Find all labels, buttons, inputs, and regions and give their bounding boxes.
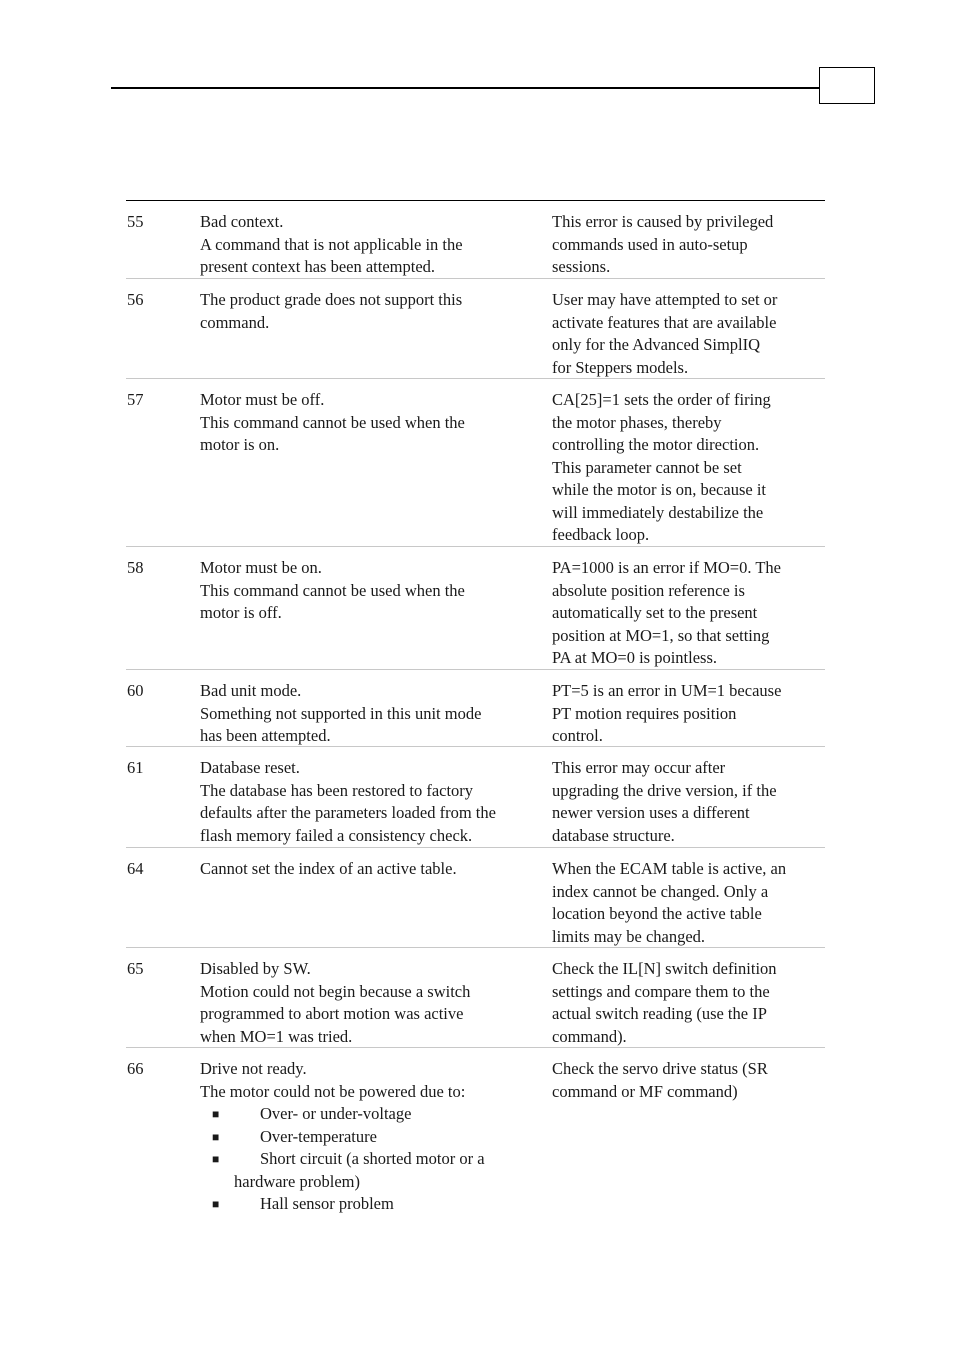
error-code: 65 [127, 959, 144, 978]
error-description [200, 747, 552, 847]
error-description [200, 379, 552, 546]
error-description [200, 848, 552, 947]
description-line: Bad context. [200, 212, 284, 231]
error-description [200, 1048, 552, 1218]
error-code: 58 [127, 558, 144, 577]
list-item [200, 1148, 552, 1193]
table-row [126, 1048, 825, 1218]
table-row [126, 747, 825, 848]
error-code: 64 [127, 859, 144, 878]
table-row [126, 279, 825, 379]
notes-line: automatically set to the present [552, 603, 758, 622]
notes-line: position at MO=1, so that setting [552, 625, 770, 645]
list-item [200, 1103, 552, 1126]
description-line: when MO=1 was tried. [200, 1026, 353, 1046]
list-item [200, 1126, 552, 1149]
description-line: Motor must be off. [200, 390, 325, 409]
notes-line: Check the IL[N] switch definition [552, 959, 777, 978]
error-description [200, 547, 552, 669]
error-notes [552, 201, 825, 278]
description-line: Something not supported in this unit mode [200, 703, 482, 723]
error-code: 56 [127, 290, 144, 309]
notes-line: only for the Advanced SimplIQ [552, 335, 761, 354]
table-row [126, 948, 825, 1048]
description-line: This command cannot be used when the [200, 412, 465, 432]
table-row [126, 848, 825, 948]
description-line: Bad unit mode. [200, 681, 302, 700]
notes-line: upgrading the drive version, if the [552, 780, 777, 800]
table-row [126, 670, 825, 747]
notes-line: command or MF command) [552, 1081, 738, 1101]
notes-line: sessions. [552, 257, 611, 276]
notes-line: When the ECAM table is active, an [552, 859, 787, 878]
error-description [200, 279, 552, 378]
error-notes [552, 1048, 825, 1218]
error-notes [552, 379, 825, 546]
notes-line: actual switch reading (use the IP [552, 1004, 767, 1023]
description-line: Motor must be on. [200, 558, 322, 577]
notes-line: PA=1000 is an error if MO=0. The [552, 558, 781, 577]
error-notes [552, 848, 825, 947]
error-notes [552, 948, 825, 1047]
notes-line: absolute position reference is [552, 580, 745, 600]
error-code: 66 [127, 1059, 144, 1078]
notes-line: the motor phases, thereby [552, 412, 722, 432]
error-code: 57 [127, 390, 144, 409]
bullet-text: Over-temperature [260, 1126, 377, 1146]
notes-line: This error is caused by privileged [552, 212, 774, 231]
cause-list [200, 1103, 552, 1216]
square-bullet-icon: ■ [212, 1129, 220, 1144]
notes-line: PT motion requires position [552, 703, 737, 723]
description-line: present context has been attempted. [200, 257, 436, 276]
bullet-text: Hall sensor problem [260, 1194, 394, 1213]
error-code: 61 [127, 758, 144, 777]
description-line: A command that is not applicable in the [200, 234, 463, 254]
table-row [126, 379, 825, 547]
description-line: The product grade does not support this [200, 290, 463, 309]
error-notes [552, 747, 825, 847]
description-line: motor is off. [200, 603, 282, 622]
error-description [200, 670, 552, 746]
notes-line: Check the servo drive status (SR [552, 1059, 768, 1078]
notes-line: This error may occur after [552, 758, 726, 777]
description-line: The motor could not be powered due to: [200, 1081, 466, 1101]
notes-line: command). [552, 1026, 627, 1046]
description-line: This command cannot be used when the [200, 580, 465, 600]
notes-line: feedback loop. [552, 525, 650, 544]
bullet-text: Over- or under-voltage [260, 1104, 412, 1123]
page-number-box [819, 67, 875, 104]
description-line: Motion could not begin because a switch [200, 981, 471, 1001]
error-code: 60 [127, 681, 144, 700]
description-line: command. [200, 312, 270, 332]
description-line: flash memory failed a consistency check. [200, 825, 473, 845]
notes-line: control. [552, 726, 603, 745]
error-code: 55 [127, 212, 144, 231]
notes-line: limits may be changed. [552, 926, 706, 946]
notes-line: index cannot be changed. Only a [552, 881, 769, 901]
error-description [200, 948, 552, 1047]
error-notes [552, 279, 825, 378]
notes-line: controlling the motor direction. [552, 435, 760, 454]
bullet-text-continuation: hardware problem) [234, 1171, 360, 1191]
notes-line: commands used in auto-setup [552, 234, 748, 254]
notes-line: PA at MO=0 is pointless. [552, 648, 718, 667]
notes-line: PT=5 is an error in UM=1 because [552, 681, 782, 700]
description-line: has been attempted. [200, 726, 331, 745]
square-bullet-icon: ■ [212, 1107, 220, 1121]
table-row [126, 201, 825, 279]
notes-line: newer version uses a different [552, 803, 750, 822]
notes-line: location beyond the active table [552, 904, 762, 923]
notes-line: activate features that are available [552, 312, 777, 332]
notes-line: for Steppers models. [552, 357, 689, 377]
notes-line: will immediately destabilize the [552, 502, 764, 522]
notes-line: settings and compare them to the [552, 981, 770, 1001]
description-line: Cannot set the index of an active table. [200, 859, 457, 878]
description-line: Drive not ready. [200, 1059, 307, 1078]
header-rule [111, 87, 819, 89]
notes-line: User may have attempted to set or [552, 290, 778, 309]
description-line: The database has been restored to factory [200, 780, 474, 800]
description-line: motor is on. [200, 435, 280, 454]
notes-line: while the motor is on, because it [552, 480, 766, 499]
description-line: defaults after the parameters loaded from the [200, 803, 496, 822]
error-notes [552, 670, 825, 746]
notes-line: This parameter cannot be set [552, 457, 742, 477]
notes-line: database structure. [552, 825, 675, 845]
error-code-table [126, 200, 825, 1218]
error-notes [552, 547, 825, 669]
square-bullet-icon: ■ [212, 1152, 220, 1166]
description-line: programmed to abort motion was active [200, 1004, 464, 1023]
description-line: Disabled by SW. [200, 959, 311, 978]
description-line: Database reset. [200, 758, 300, 777]
notes-line: CA[25]=1 sets the order of firing [552, 390, 771, 409]
bullet-text: Short circuit (a shorted motor or a [260, 1149, 485, 1168]
list-item [200, 1193, 552, 1216]
square-bullet-icon: ■ [212, 1197, 220, 1211]
table-row [126, 547, 825, 670]
error-description [200, 201, 552, 278]
